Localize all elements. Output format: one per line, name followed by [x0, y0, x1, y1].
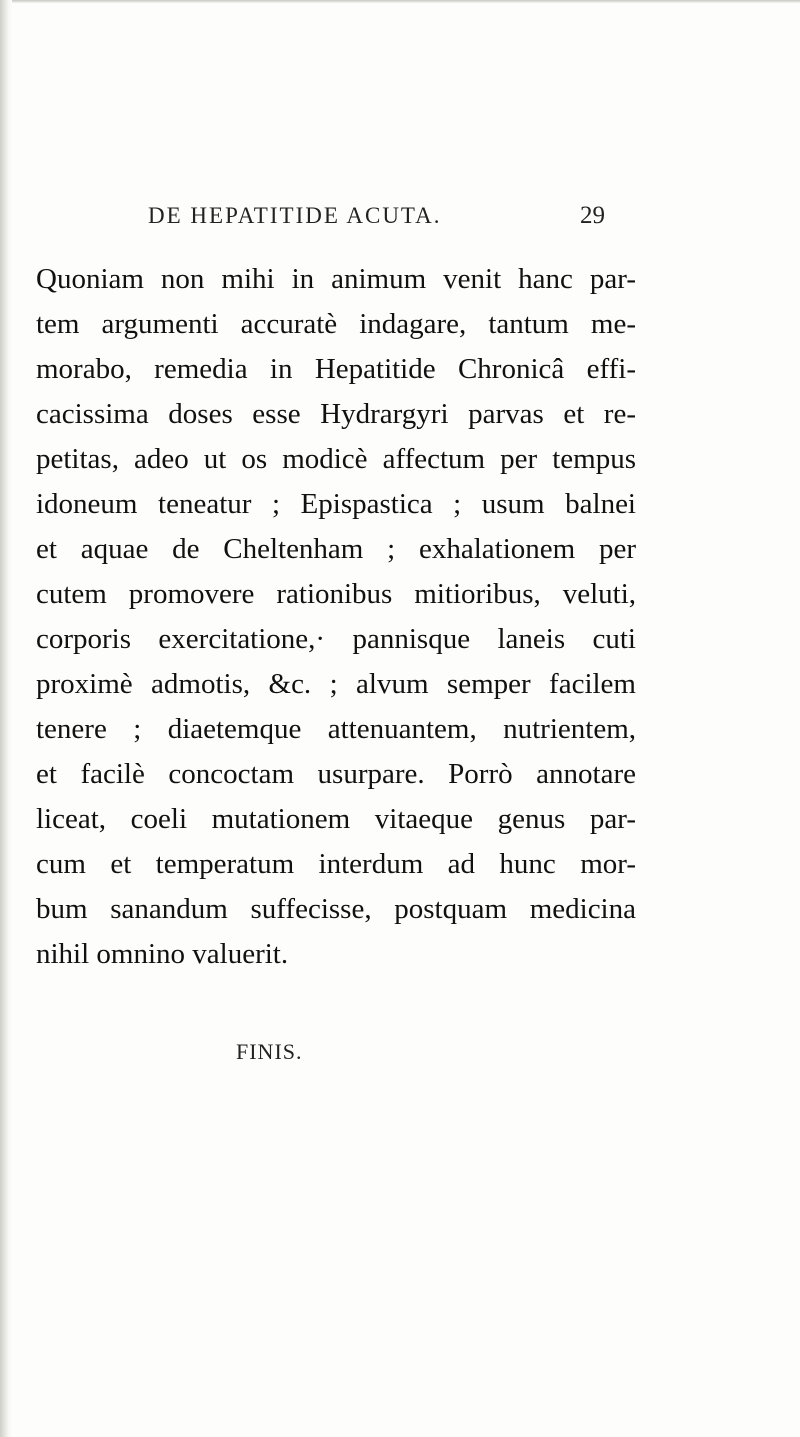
page-binding-edge [0, 0, 12, 1437]
finis-label: FINIS. [236, 1039, 303, 1064]
text-line: et facilè concoctam usurpare. Porrò annotare [36, 758, 636, 790]
text-line: cum et temperatum interdum ad hunc mor- [36, 848, 636, 880]
text-line: proximè admotis, &c. ; alvum semper facilem [36, 668, 636, 700]
text-line: bum sanandum suffecisse, postquam medicina [36, 893, 636, 925]
page-top-edge [0, 0, 800, 3]
text-line: et aquae de Cheltenham ; exhalationem per [36, 533, 636, 565]
text-line: nihil omnino valuerit. [36, 938, 289, 970]
text-line: petitas, adeo ut os modicè affectum per tempus [36, 443, 636, 475]
body-paragraph [36, 257, 636, 977]
text-line: liceat, coeli mutationem vitaeque genus par- [36, 803, 636, 835]
text-line: cutem promovere rationibus mitioribus, veluti, [36, 578, 636, 610]
page-number: 29 [580, 202, 605, 229]
running-title: DE HEPATITIDE ACUTA. [148, 203, 442, 228]
text-line: tenere ; diaetemque attenuantem, nutrientem, [36, 713, 636, 745]
text-line: Quoniam non mihi in animum venit hanc par- [36, 263, 636, 295]
text-line: cacissima doses esse Hydrargyri parvas et re- [36, 398, 636, 430]
text-line: idoneum teneatur ; Epispastica ; usum balnei [36, 488, 636, 520]
text-line: corporis exercitatione,· pannisque laneis cuti [36, 623, 636, 655]
text-line: morabo, remedia in Hepatitide Chronicâ effi- [36, 353, 636, 385]
text-line: tem argumenti accuratè indagare, tantum me- [36, 308, 636, 340]
